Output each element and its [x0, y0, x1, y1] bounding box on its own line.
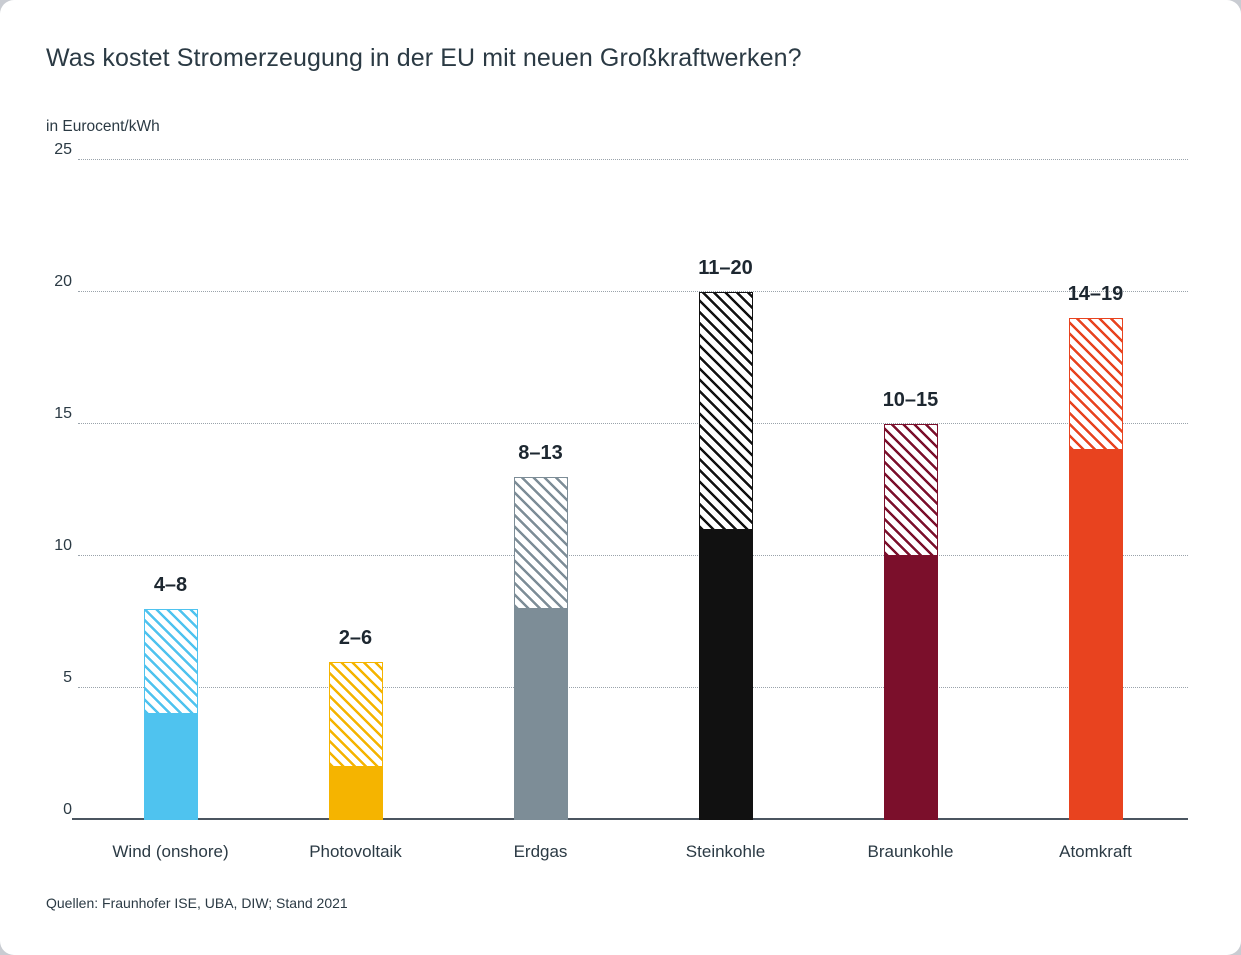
bar-value-label: 10–15: [882, 389, 939, 411]
bar-value-label: 14–19: [1067, 283, 1124, 306]
category-label: Photovoltaik: [309, 842, 402, 861]
bar-value-label: 2–6: [338, 626, 373, 649]
bar-range-segment: [329, 662, 383, 768]
bar-range-segment: [144, 609, 198, 715]
bar-range-segment: [699, 292, 753, 530]
bar-value-label: 8–13: [518, 441, 563, 464]
bar-range-segment: [884, 424, 938, 556]
y-axis-tick-label: 25: [54, 141, 72, 158]
category-label: Wind (onshore): [112, 842, 229, 861]
bar-group: [633, 160, 818, 820]
bar-min-segment: [144, 714, 198, 820]
bar-range-segment: [1069, 318, 1123, 450]
category-label: Steinkohle: [685, 842, 766, 861]
bar[interactable]: [144, 573, 198, 820]
source-note: Quellen: Fraunhofer ISE, UBA, DIW; Stand 2021: [46, 895, 348, 911]
bar-group: [448, 160, 633, 820]
y-axis-tick-label: 15: [54, 405, 72, 422]
bar-min-segment: [329, 767, 383, 820]
bar-min-segment: [514, 609, 568, 820]
bar-value-label: 4–8: [153, 573, 188, 596]
page-title: Was kostet Stromerzeugung in der EU mit neuen Großkraftwerken?: [46, 44, 802, 72]
bar-range-segment: [514, 477, 568, 609]
bar-min-segment: [884, 556, 938, 820]
y-axis-tick-label: 0: [63, 801, 72, 818]
bar-value-label: 11–20: [698, 257, 753, 279]
chart-plot-area: [54, 141, 1188, 861]
bar[interactable]: [698, 257, 753, 820]
bar[interactable]: [1067, 283, 1124, 820]
y-axis-tick-label: 5: [63, 669, 72, 686]
category-label: Atomkraft: [1059, 842, 1132, 861]
bar-min-segment: [1069, 450, 1123, 820]
bar[interactable]: [882, 389, 939, 820]
bar[interactable]: [514, 441, 568, 820]
bar-min-segment: [699, 530, 753, 820]
y-axis-tick-label: 20: [54, 273, 72, 290]
bar-series: [78, 160, 1188, 820]
bar-group: [263, 160, 448, 820]
y-axis-tick-label: 10: [54, 537, 72, 554]
bar-group: [818, 160, 1003, 820]
bar[interactable]: [329, 626, 383, 820]
category-label: Erdgas: [513, 842, 568, 861]
bar-group: [78, 160, 263, 820]
category-label: Braunkohle: [867, 842, 954, 861]
bar-group: [1003, 160, 1188, 820]
y-axis-unit-label: in Eurocent/kWh: [46, 118, 160, 135]
